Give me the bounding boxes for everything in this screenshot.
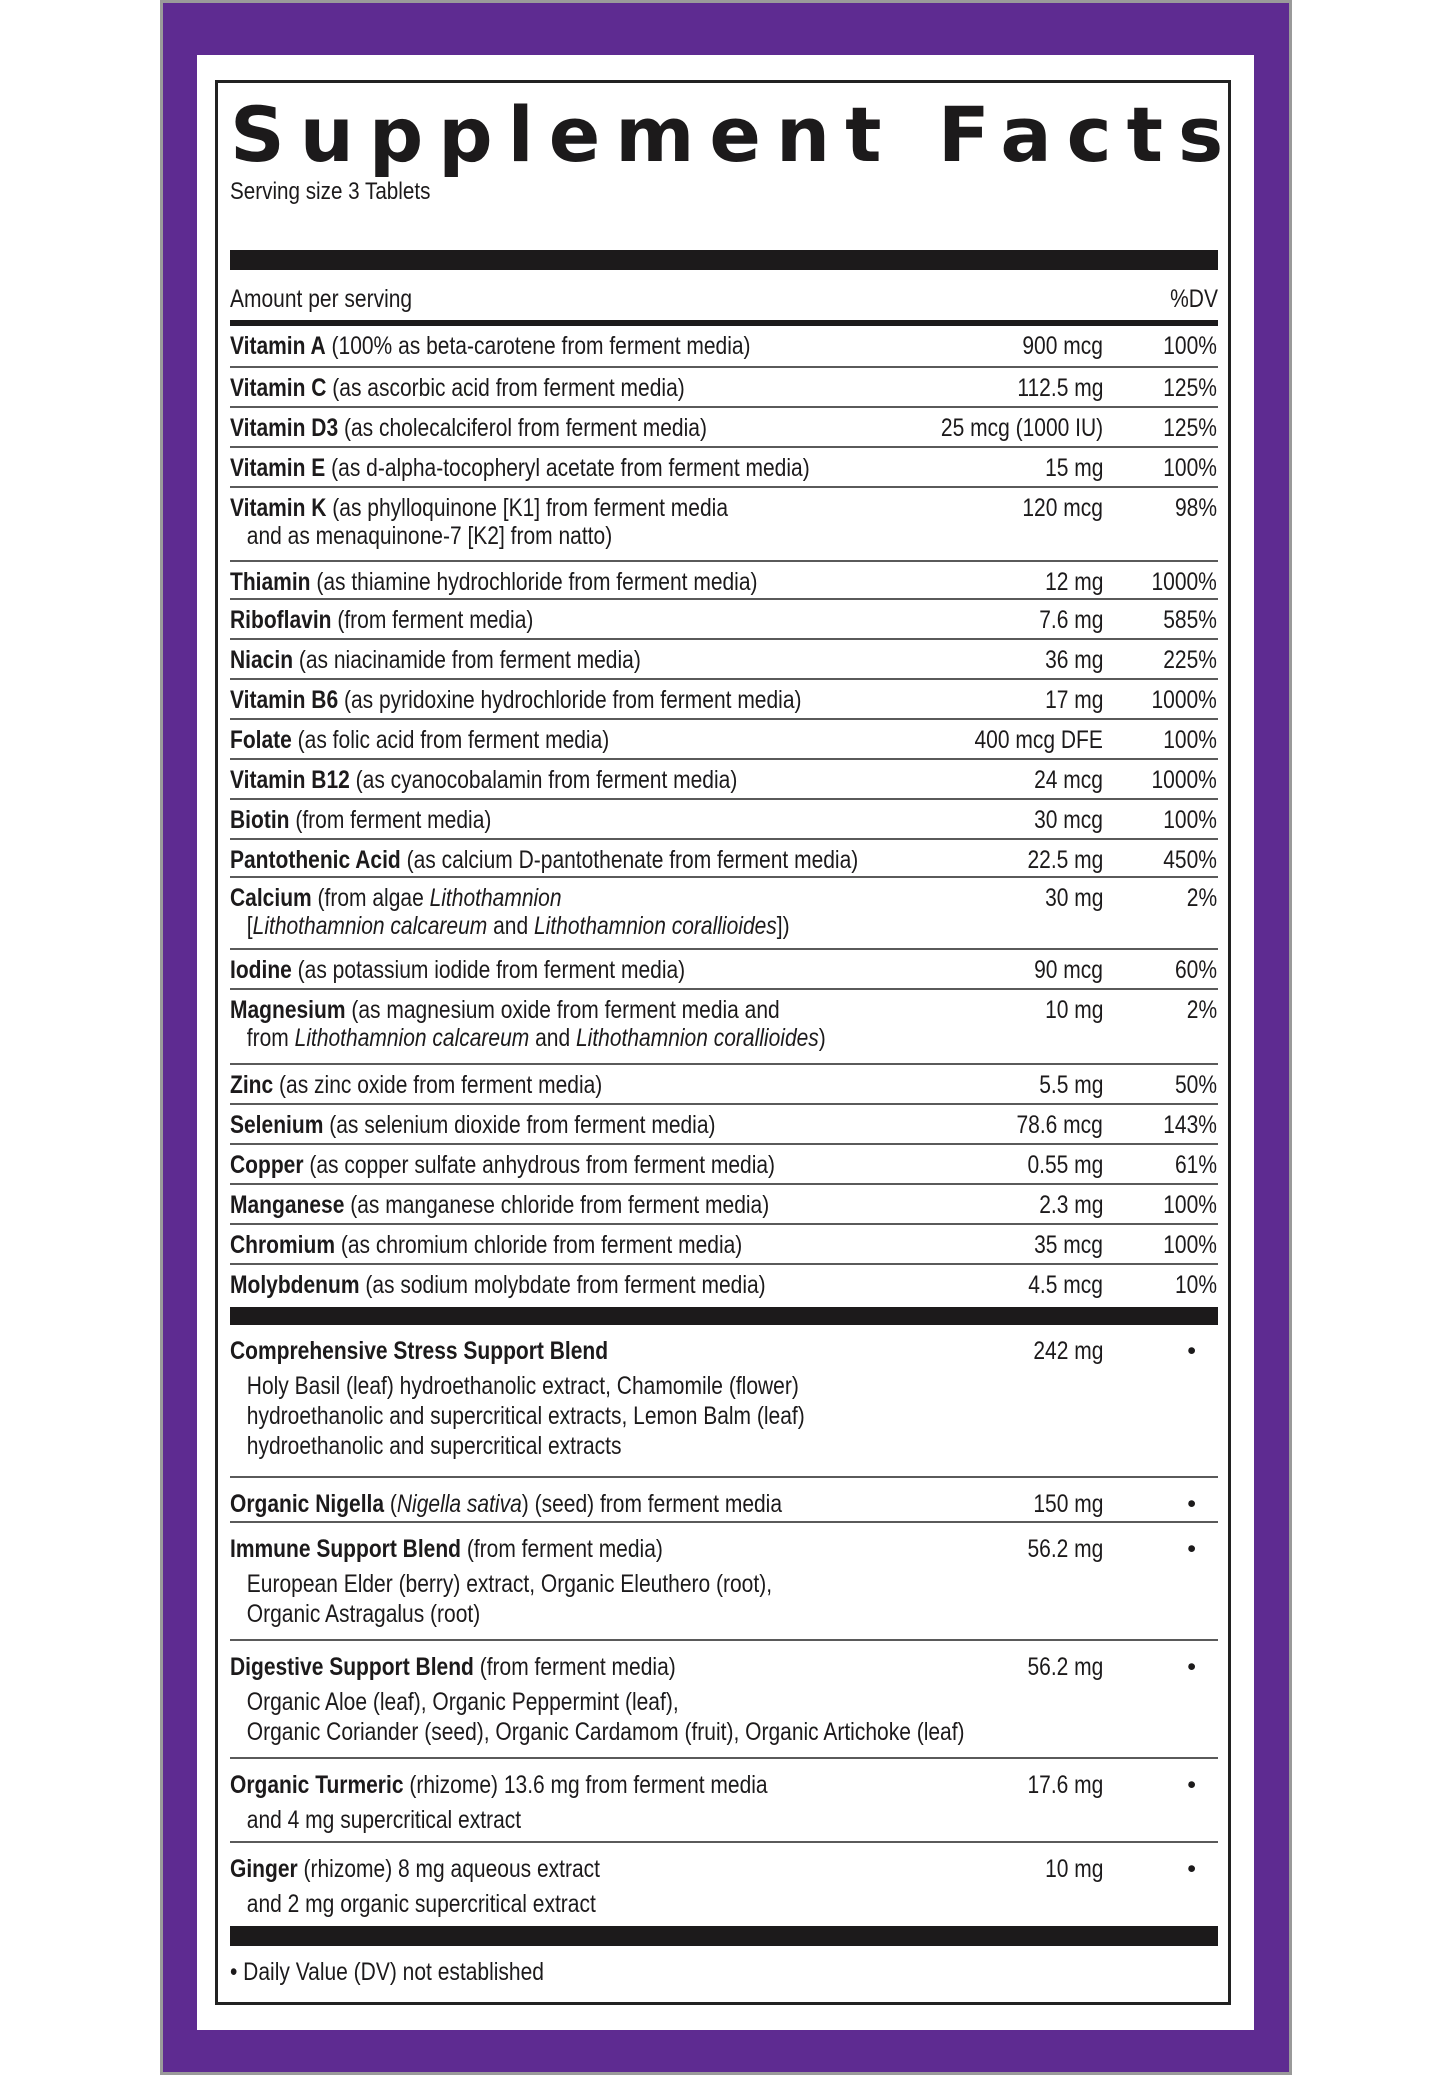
amount: 22.5 mg — [1027, 846, 1103, 874]
daily-value: 60% — [1174, 956, 1217, 984]
dv-not-established-bullet: • — [1187, 1490, 1196, 1518]
table-row — [230, 990, 1218, 1065]
table-row — [230, 680, 1218, 720]
amount: 17.6 mg — [1027, 1771, 1103, 1799]
daily-value: 125% — [1163, 414, 1217, 442]
amount: 10 mg — [1044, 1855, 1103, 1883]
daily-value: 1000% — [1151, 766, 1217, 794]
nutrient-name: Pantothenic Acid (as calcium D-pantothenate from ferment media) — [230, 846, 859, 874]
footnote: • Daily Value (DV) not established — [230, 1958, 544, 1986]
nutrient-name: Niacin (as niacinamide from ferment media) — [230, 646, 641, 674]
table-header — [230, 283, 1218, 315]
dv-not-established-bullet: • — [1187, 1771, 1196, 1799]
table-row — [230, 600, 1218, 640]
blend-row — [230, 1325, 1218, 1478]
amount: 24 mcg — [1034, 766, 1103, 794]
amount: 56.2 mg — [1027, 1653, 1103, 1681]
amount: 5.5 mg — [1038, 1071, 1103, 1099]
table-row — [230, 878, 1218, 950]
nutrient-name: Chromium (as chromium chloride from ferment media) — [230, 1231, 743, 1259]
amount: 15 mg — [1044, 454, 1103, 482]
nutrient-source-continued: from Lithothamnion calcareum and Lithothamnion corallioides) — [246, 1024, 826, 1052]
blend-name: Organic Turmeric (rhizome) 13.6 mg from ferment media and 4 mg supercritical extract — [230, 1771, 986, 1835]
nutrient-name: Calcium (from algae Lithothamnion [Lithothamnion calcareum and Lithothamnion corallioides]) — [230, 884, 902, 940]
amount: 120 mcg — [1022, 494, 1103, 522]
blend-ingredients: and 4 mg supercritical extract — [246, 1806, 522, 1834]
nutrient-name: Vitamin K (as phylloquinone [K1] from ferment media and as menaquinone-7 [K2] from natto) — [230, 494, 902, 550]
daily-value: 100% — [1163, 1231, 1217, 1259]
nutrient-name: Selenium (as selenium dioxide from ferment media) — [230, 1111, 716, 1139]
daily-value: 100% — [1163, 806, 1217, 834]
nutrient-name: Vitamin B12 (as cyanocobalamin from ferment media) — [230, 766, 738, 794]
amount: 7.6 mg — [1038, 606, 1103, 634]
dv-not-established-bullet: • — [1187, 1855, 1196, 1883]
nutrient-name: Magnesium (as magnesium oxide from ferment media and from Lithothamnion calcareum and Lithothamnion corallioides) — [230, 996, 902, 1052]
blend-table — [230, 1325, 1218, 1924]
daily-value: 585% — [1163, 606, 1217, 634]
daily-value: 1000% — [1151, 686, 1217, 714]
nutrient-name: Thiamin (as thiamine hydrochloride from ferment media) — [230, 568, 758, 596]
amount: 10 mg — [1044, 996, 1103, 1024]
blend-row — [230, 1478, 1218, 1523]
daily-value: 1000% — [1151, 568, 1217, 596]
table-row — [230, 368, 1218, 408]
serving-size: Serving size 3 Tablets — [230, 178, 431, 205]
dv-label: %DV — [1170, 285, 1218, 313]
blend-row — [230, 1641, 1218, 1759]
nutrient-name: Molybdenum (as sodium molybdate from ferment media) — [230, 1271, 766, 1299]
nutrient-name: Folate (as folic acid from ferment media) — [230, 726, 610, 754]
blend-row — [230, 1523, 1218, 1641]
nutrient-name: Manganese (as manganese chloride from ferment media) — [230, 1191, 770, 1219]
amount: 12 mg — [1044, 568, 1103, 596]
daily-value: 143% — [1163, 1111, 1217, 1139]
amount: 0.55 mg — [1027, 1151, 1103, 1179]
thick-divider-top — [230, 250, 1218, 270]
table-row — [230, 1065, 1218, 1105]
dv-not-established-bullet: • — [1187, 1337, 1196, 1365]
table-row — [230, 840, 1218, 878]
amount: 900 mcg — [1022, 332, 1103, 360]
nutrient-name: Vitamin B6 (as pyridoxine hydrochloride from ferment media) — [230, 686, 802, 714]
nutrient-name: Vitamin D3 (as cholecalciferol from ferment media) — [230, 414, 707, 442]
blend-name: Immune Support Blend (from ferment media) European Elder (berry) extract, Organic Eleuthero (root), Organic Astragalus (root) — [230, 1535, 986, 1629]
table-row — [230, 640, 1218, 680]
amount: 56.2 mg — [1027, 1535, 1103, 1563]
amount: 400 mcg DFE — [974, 726, 1103, 754]
amount: 35 mcg — [1034, 1231, 1103, 1259]
amount: 30 mcg — [1034, 806, 1103, 834]
table-row — [230, 1105, 1218, 1145]
amount: 25 mcg (1000 IU) — [940, 414, 1103, 442]
nutrient-name: Vitamin C (as ascorbic acid from ferment media) — [230, 374, 685, 402]
daily-value: 100% — [1163, 332, 1217, 360]
blend-row — [230, 1843, 1218, 1924]
table-row — [230, 562, 1218, 600]
amount: 78.6 mcg — [1016, 1111, 1103, 1139]
nutrient-source-continued: and as menaquinone-7 [K2] from natto) — [246, 522, 613, 550]
amount: 90 mcg — [1034, 956, 1103, 984]
table-row — [230, 1265, 1218, 1307]
nutrient-name: Zinc (as zinc oxide from ferment media) — [230, 1071, 603, 1099]
dv-not-established-bullet: • — [1187, 1535, 1196, 1563]
table-row — [230, 408, 1218, 448]
blend-name: Organic Nigella (Nigella sativa) (seed) from ferment media — [230, 1490, 783, 1518]
blend-ingredients: Organic Aloe (leaf), Organic Peppermint (leaf), Organic Coriander (seed), Organic Cardamom (fruit), Organic Artichoke (leaf) — [246, 1688, 965, 1746]
table-row — [230, 326, 1218, 368]
daily-value: 61% — [1174, 1151, 1217, 1179]
nutrient-name: Riboflavin (from ferment media) — [230, 606, 534, 634]
amount: 36 mg — [1044, 646, 1103, 674]
amount: 30 mg — [1044, 884, 1103, 912]
table-row — [230, 1145, 1218, 1185]
daily-value: 2% — [1186, 996, 1217, 1024]
nutrient-name: Vitamin A (100% as beta-carotene from ferment media) — [230, 332, 751, 360]
table-row — [230, 1185, 1218, 1225]
nutrient-source-continued: [Lithothamnion calcareum and Lithothamnion corallioides]) — [246, 912, 790, 940]
table-row — [230, 800, 1218, 840]
blend-name: Digestive Support Blend (from ferment media) Organic Aloe (leaf), Organic Peppermint (leaf), Organic Coriander (seed), Organic Cardamom (fruit), Organic Artichoke (leaf) — [230, 1653, 986, 1747]
blend-name: Comprehensive Stress Support Blend Holy Basil (leaf) hydroethanolic extract, Chamomile (flower) hydroethanolic and supercritical extracts, Lemon Balm (leaf) hydroethanolic and supercritical extracts — [230, 1337, 986, 1461]
nutrient-name: Biotin (from ferment media) — [230, 806, 492, 834]
table-row — [230, 448, 1218, 488]
daily-value: 450% — [1163, 846, 1217, 874]
daily-value: 2% — [1186, 884, 1217, 912]
blend-row — [230, 1759, 1218, 1843]
nutrient-name: Iodine (as potassium iodide from ferment media) — [230, 956, 686, 984]
amount: 17 mg — [1044, 686, 1103, 714]
daily-value: 98% — [1174, 494, 1217, 522]
nutrient-table — [230, 326, 1218, 1307]
nutrient-name: Vitamin E (as d-alpha-tocopheryl acetate from ferment media) — [230, 454, 810, 482]
blend-ingredients: and 2 mg organic supercritical extract — [246, 1890, 596, 1918]
table-row — [230, 950, 1218, 990]
daily-value: 100% — [1163, 454, 1217, 482]
table-row — [230, 1225, 1218, 1265]
daily-value: 225% — [1163, 646, 1217, 674]
amount: 2.3 mg — [1038, 1191, 1103, 1219]
nutrient-name: Copper (as copper sulfate anhydrous from ferment media) — [230, 1151, 776, 1179]
thick-divider-middle — [230, 1307, 1218, 1325]
thick-divider-bottom — [230, 1926, 1218, 1946]
amount-per-serving-label: Amount per serving — [230, 285, 413, 313]
dv-not-established-bullet: • — [1187, 1653, 1196, 1681]
table-row — [230, 760, 1218, 800]
daily-value: 125% — [1163, 374, 1217, 402]
amount: 150 mg — [1032, 1490, 1103, 1518]
daily-value: 10% — [1174, 1271, 1217, 1299]
page-title: Supplement Facts — [230, 90, 1239, 179]
amount: 4.5 mcg — [1028, 1271, 1103, 1299]
amount: 112.5 mg — [1016, 374, 1103, 402]
daily-value: 100% — [1163, 1191, 1217, 1219]
blend-ingredients: Holy Basil (leaf) hydroethanolic extract, Chamomile (flower) hydroethanolic and supercritical extracts, Lemon Balm (leaf) hydroethanolic and supercritical extracts — [246, 1372, 805, 1460]
blend-ingredients: European Elder (berry) extract, Organic Eleuthero (root), Organic Astragalus (root) — [246, 1570, 773, 1628]
amount: 242 mg — [1032, 1337, 1103, 1365]
daily-value: 50% — [1174, 1071, 1217, 1099]
blend-name: Ginger (rhizome) 8 mg aqueous extract and 2 mg organic supercritical extract — [230, 1855, 986, 1919]
table-row — [230, 720, 1218, 760]
daily-value: 100% — [1163, 726, 1217, 754]
table-row — [230, 488, 1218, 562]
